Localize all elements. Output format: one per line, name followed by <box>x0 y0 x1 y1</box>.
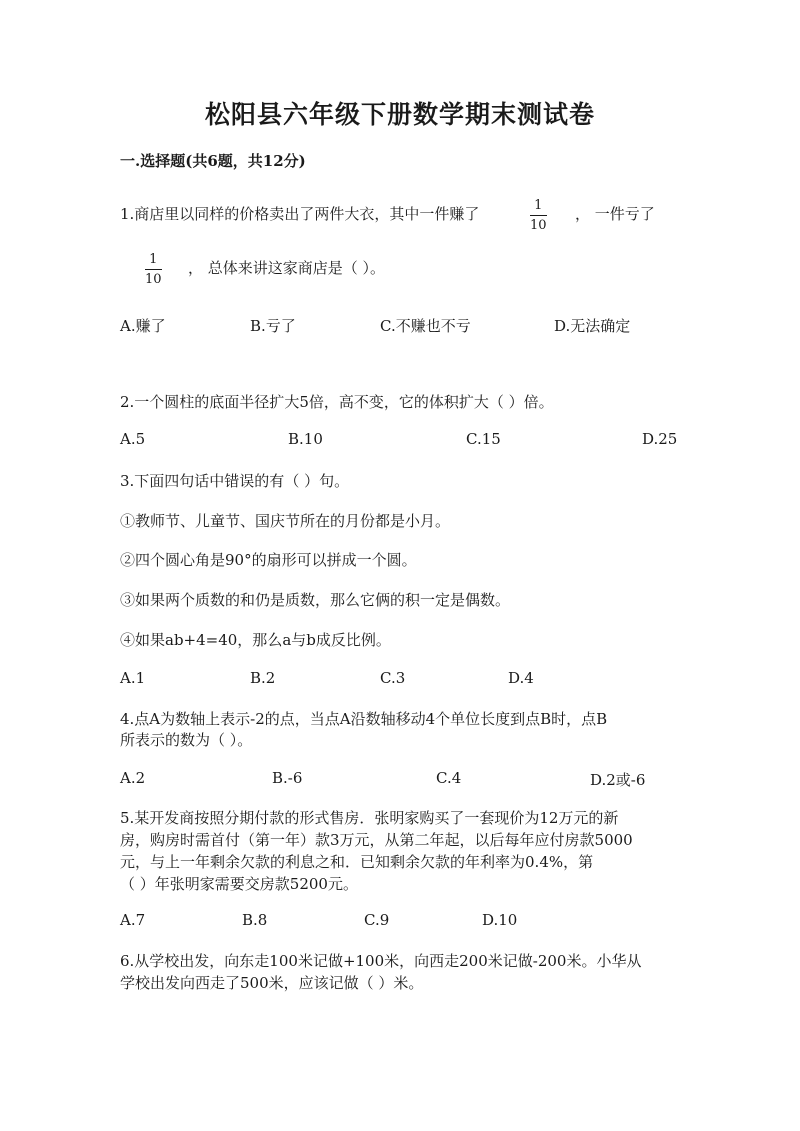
statement-2: ②四个圆心角是90°的扇形可以拼成一个圆。 <box>120 551 417 569</box>
statement-1: ①教师节、儿童节、国庆节所在的月份都是小月。 <box>120 512 451 530</box>
option-b[interactable]: B.亏了 <box>250 317 296 335</box>
fraction-one-tenth <box>145 252 162 287</box>
option-b[interactable]: B.10 <box>288 430 323 448</box>
fraction-one-tenth <box>530 198 547 233</box>
question-1-text-part2: ， 一件亏了 <box>575 205 655 223</box>
question-3-text: 3.下面四句话中错误的有（ ）句。 <box>120 472 350 490</box>
question-6-line-2: 学校出发向西走了500米，应该记做（ ）米。 <box>120 974 424 992</box>
fraction-denominator: 10 <box>145 272 162 287</box>
question-5-line-1: 5.某开发商按照分期付款的形式售房．张明家购买了一套现价为12万元的新 <box>120 809 619 827</box>
option-d[interactable]: D.2或-6 <box>590 771 646 789</box>
option-a[interactable]: A.1 <box>120 669 146 687</box>
question-5-line-3: 元，与上一年剩余欠款的利息之和．已知剩余欠款的年利率为0.4%，第 <box>120 853 594 871</box>
option-c[interactable]: C.3 <box>380 669 406 687</box>
option-b[interactable]: B.-6 <box>272 769 303 787</box>
fraction-numerator: 1 <box>534 198 543 213</box>
option-c[interactable]: C.4 <box>436 769 462 787</box>
fraction-bar <box>530 215 547 216</box>
fraction-bar <box>145 269 162 270</box>
section-title: 一.选择题(共6题，共12分) <box>120 152 306 170</box>
option-a[interactable]: A.2 <box>120 769 146 787</box>
option-a[interactable]: A.5 <box>120 430 146 448</box>
option-d[interactable]: D.10 <box>482 911 518 929</box>
page-title: 松阳县六年级下册数学期末测试卷 <box>204 100 595 129</box>
option-a[interactable]: A.7 <box>120 911 146 929</box>
option-d[interactable]: D.无法确定 <box>554 317 631 335</box>
option-c[interactable]: C.不赚也不亏 <box>380 317 471 335</box>
question-2-text: 2.一个圆柱的底面半径扩大5倍，高不变，它的体积扩大（ ）倍。 <box>120 393 554 411</box>
option-a[interactable]: A.赚了 <box>120 317 166 335</box>
option-d[interactable]: D.25 <box>642 430 678 448</box>
question-5-line-4: （ ）年张明家需要交房款5200元。 <box>120 875 358 893</box>
option-d[interactable]: D.4 <box>508 669 534 687</box>
statement-4: ④如果ab+4=40，那么a与b成反比例。 <box>120 631 391 649</box>
fraction-denominator: 10 <box>530 218 547 233</box>
question-5-line-2: 房，购房时需首付（第一年）款3万元，从第二年起，以后每年应付房款5000 <box>120 831 633 849</box>
fraction-numerator: 1 <box>149 252 158 267</box>
question-4-line-1: 4.点A为数轴上表示-2的点，当点A沿数轴移动4个单位长度到点B时，点B <box>120 710 608 728</box>
statement-3: ③如果两个质数的和仍是质数，那么它俩的积一定是偶数。 <box>120 591 511 609</box>
option-b[interactable]: B.8 <box>242 911 268 929</box>
question-4-line-2: 所表示的数为（ ）。 <box>120 731 253 749</box>
option-c[interactable]: C.9 <box>364 911 390 929</box>
option-b[interactable]: B.2 <box>250 669 276 687</box>
question-1-text-part3: ， 总体来讲这家商店是（ ）。 <box>188 259 386 277</box>
question-1-text-part1: 1.商店里以同样的价格卖出了两件大衣，其中一件赚了 <box>120 205 480 223</box>
option-c[interactable]: C.15 <box>466 430 501 448</box>
question-6-line-1: 6.从学校出发，向东走100米记做+100米，向西走200米记做-200米。小华从 <box>120 952 642 970</box>
